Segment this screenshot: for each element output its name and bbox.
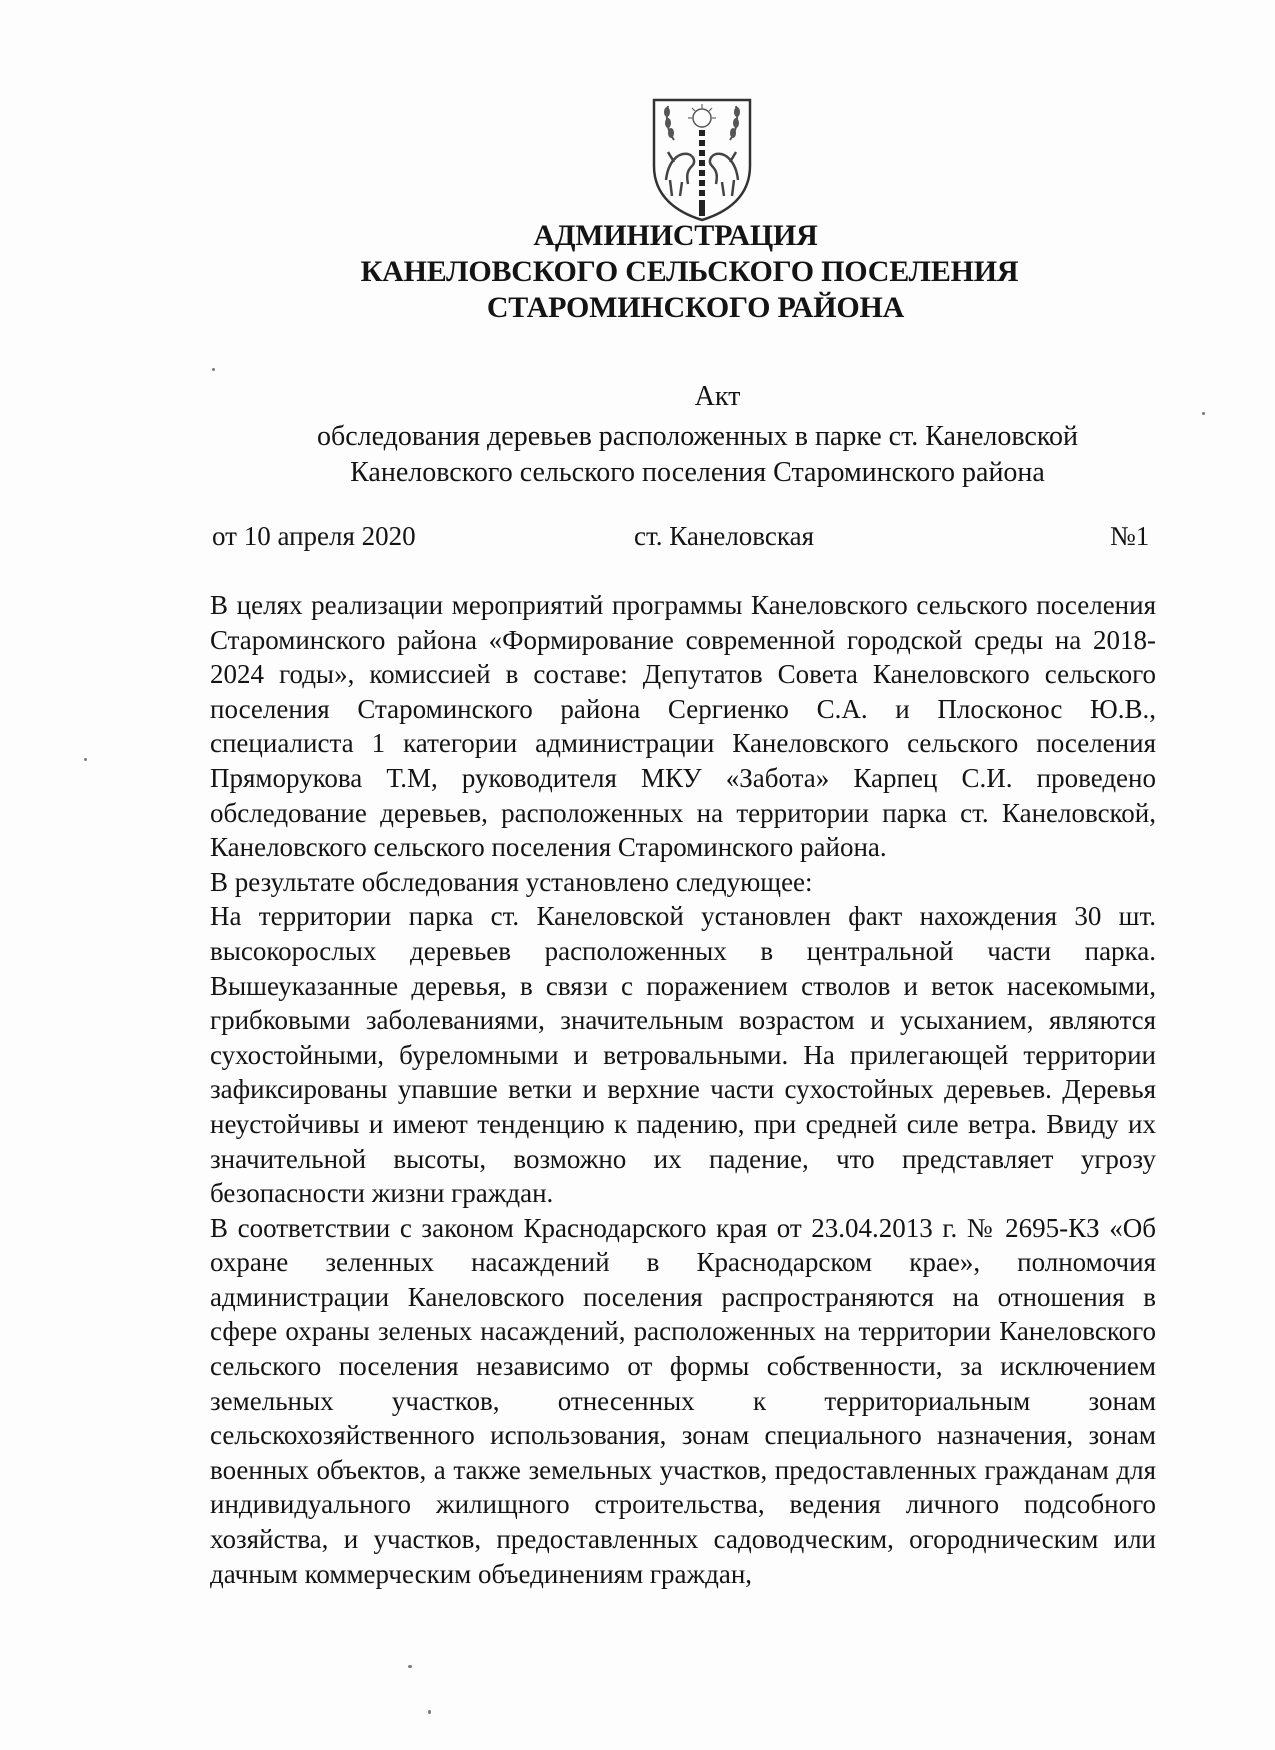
scan-speck — [428, 1710, 431, 1714]
scan-speck — [84, 758, 87, 761]
body-paragraph: В целях реализации мероприятий программы Канеловского сельского поселения Староминского района «Формирование современной городской среды на 2018-2024 годы», комиссией в составе: Депутатов Совета Канеловского сельского поселения Староминского района Сергиенко С.А. и Плосконос Ю.В., специалиста 1 категории администрации Канеловского сельского поселения Пряморукова Т.М, руководителя МКУ «Забота» Карпец С.И. проведено обследование деревьев, расположенных на территории парка ст. Канеловской, Канеловского сельского поселения Староминского района. — [210, 590, 1156, 863]
act-number: №1 — [1110, 521, 1150, 551]
org-name-line-2: КАНЕЛОВСКОГО СЕЛЬСКОГО ПОСЕЛЕНИЯ — [360, 255, 1019, 288]
scan-speck — [408, 1665, 412, 1668]
coat-of-arms-emblem — [648, 96, 756, 222]
scan-speck — [212, 368, 215, 371]
act-date: от 10 апреля 2020 — [212, 521, 416, 551]
body-paragraph: На территории парка ст. Канеловской установлен факт нахождения 30 шт. высокорослых деревьев расположенных в центральной части парка. Вышеуказанные деревья, в связи с поражением стволов и веток насекомыми, грибковыми заболеваниями, значительным возрастом и усыханием, являются сухостойными, буреломными и ветровальными. На прилегающей территории зафиксированы упавшие ветки и верхние части сухостойных деревьев. Деревья неустойчивы и имеют тенденцию к падению, при средней силе ветра. Ввиду их значительной высоты, возможно их падение, что представляет угрозу безопасности жизни граждан. — [210, 901, 1156, 1209]
act-place: ст. Канеловская — [634, 521, 814, 551]
act-body — [210, 588, 1156, 1591]
org-name-line-3: СТАРОМИНСКОГО РАЙОНА — [486, 291, 905, 324]
act-subtitle-line-2: Канеловского сельского поселения Староминского района — [350, 457, 1045, 488]
org-name-line-1: АДМИНИСТРАЦИЯ — [533, 219, 818, 252]
act-title: Акт — [694, 381, 741, 412]
scan-speck — [1202, 412, 1205, 415]
body-paragraph: В соответствии с законом Краснодарского края от 23.04.2013 г. № 2695-КЗ «Об охране зеленных насаждений в Краснодарском крае», полномочия администрации Канеловского поселения распространяются на отношения в сфере охраны зеленых насаждений, расположенных на территории Канеловского сельского поселения независимо от формы собственности, за исключением земельных участков, отнесенных к территориальным зонам сельскохозяйственного использования, зонам специального назначения, зонам военных объектов, а также земельных участков, предоставленных гражданам для индивидуального жилищного строительства, ведения личного подсобного хозяйства, и участков, предоставленных садоводческим, огородническим или дачным коммерческим объединениям граждан, — [210, 1212, 1156, 1589]
body-paragraph: В результате обследования установлено следующее: — [210, 866, 813, 897]
act-subtitle-line-1: обследования деревьев расположенных в парке ст. Канеловской — [316, 421, 1079, 452]
